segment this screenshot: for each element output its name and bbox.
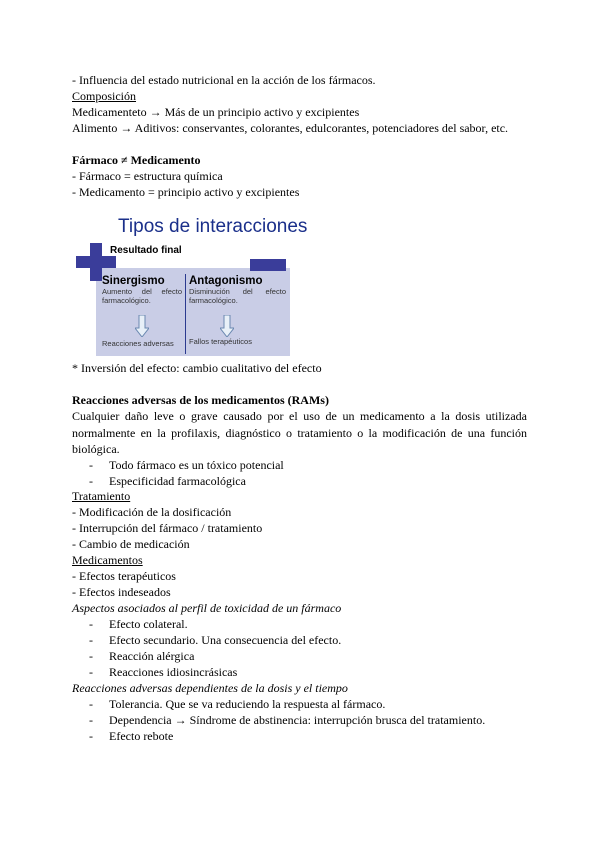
list-item-text: Dependencia → Síndrome de abstinencia: interrupción brusca del tratamiento. — [109, 713, 486, 727]
list-item-text: Efecto secundario. Una consecuencia del efecto. — [109, 633, 342, 647]
list-item: - Cambio de medicación — [72, 537, 190, 551]
inversion-note: * Inversión del efecto: cambio cualitativo del efecto — [72, 361, 322, 375]
bullet-dash: - — [89, 713, 93, 727]
list-item — [89, 728, 173, 744]
divider — [185, 274, 186, 354]
list-item — [89, 712, 485, 728]
list-item — [89, 648, 194, 664]
bullet-dash: - — [89, 633, 93, 647]
sinergismo-result: Reacciones adversas — [102, 339, 174, 348]
list-item — [89, 457, 284, 473]
bullet-dash: - — [89, 617, 93, 631]
rams-heading: Reacciones adversas de los medicamentos (RAMs) — [72, 393, 329, 407]
bullet-dash: - — [89, 665, 93, 679]
tratamiento-heading: Tratamiento — [72, 489, 131, 503]
antagonismo-desc: Disminución del efecto farmacológico. — [189, 287, 286, 305]
antagonismo-heading: Antagonismo — [189, 275, 263, 287]
list-item — [89, 616, 188, 632]
list-item-text: Reacción alérgica — [109, 649, 195, 663]
medicamentos-heading: Medicamentos — [72, 553, 143, 567]
antagonismo-column — [189, 275, 286, 305]
list-item — [89, 632, 341, 648]
list-item: - Modificación de la dosificación — [72, 505, 232, 519]
bullet-dash: - — [89, 729, 93, 743]
plus-icon — [76, 256, 116, 268]
bullet-dash: - — [89, 458, 93, 472]
figure-subtitle: Resultado final — [110, 245, 182, 256]
down-arrow-icon — [135, 315, 149, 337]
list-item — [89, 696, 385, 712]
farmaco-heading: Fármaco ≠ Medicamento — [72, 153, 201, 167]
list-item-text: Tolerancia. Que se va reduciendo la respuesta al fármaco. — [109, 697, 386, 711]
list-item: - Efectos terapéuticos — [72, 569, 176, 583]
sinergismo-desc: Aumento del efecto farmacológico. — [102, 287, 182, 305]
list-item — [89, 664, 237, 680]
sinergismo-heading: Sinergismo — [102, 275, 165, 287]
minus-icon — [250, 259, 286, 271]
aspectos-heading: Aspectos asociados al perfil de toxicidad de un fármaco — [72, 601, 342, 615]
text-line: - Influencia del estado nutricional en la acción de los fármacos. — [72, 73, 376, 87]
bullet-dash: - — [89, 649, 93, 663]
bullet-dash: - — [89, 474, 93, 488]
dosis-heading: Reacciones adversas dependientes de la dosis y el tiempo — [72, 681, 348, 695]
list-item-text: Efecto rebote — [109, 729, 174, 743]
list-item: - Efectos indeseados — [72, 585, 171, 599]
text-line: - Fármaco = estructura química — [72, 169, 223, 183]
list-item: - Interrupción del fármaco / tratamiento — [72, 521, 263, 535]
antagonismo-result: Fallos terapéuticos — [189, 337, 252, 346]
bullet-dash: - — [89, 697, 93, 711]
interactions-figure — [72, 212, 308, 358]
list-item-text: Efecto colateral. — [109, 617, 188, 631]
rams-paragraph: Cualquier daño leve o grave causado por el uso de un medicamento a la dosis utilizada normalmente en la profilaxis, diagnóstico o tratamiento o la modificación de una función biológica. — [72, 409, 527, 456]
list-item — [89, 473, 246, 489]
list-item-text: Especificidad farmacológica — [109, 474, 246, 488]
text-line: - Medicamento = principio activo y excipientes — [72, 185, 300, 199]
text-line: Medicamenteto → Más de un principio activo y excipientes — [72, 105, 360, 119]
composicion-heading: Composición — [72, 89, 137, 103]
down-arrow-icon — [220, 315, 234, 337]
figure-title: Tipos de interacciones — [118, 216, 308, 237]
sinergismo-column — [102, 275, 182, 305]
list-item-text: Todo fármaco es un tóxico potencial — [109, 458, 284, 472]
list-item-text: Reacciones idiosincrásicas — [109, 665, 238, 679]
text-line: Alimento → Aditivos: conservantes, colorantes, edulcorantes, potenciadores del sabor, etc. — [72, 121, 509, 135]
